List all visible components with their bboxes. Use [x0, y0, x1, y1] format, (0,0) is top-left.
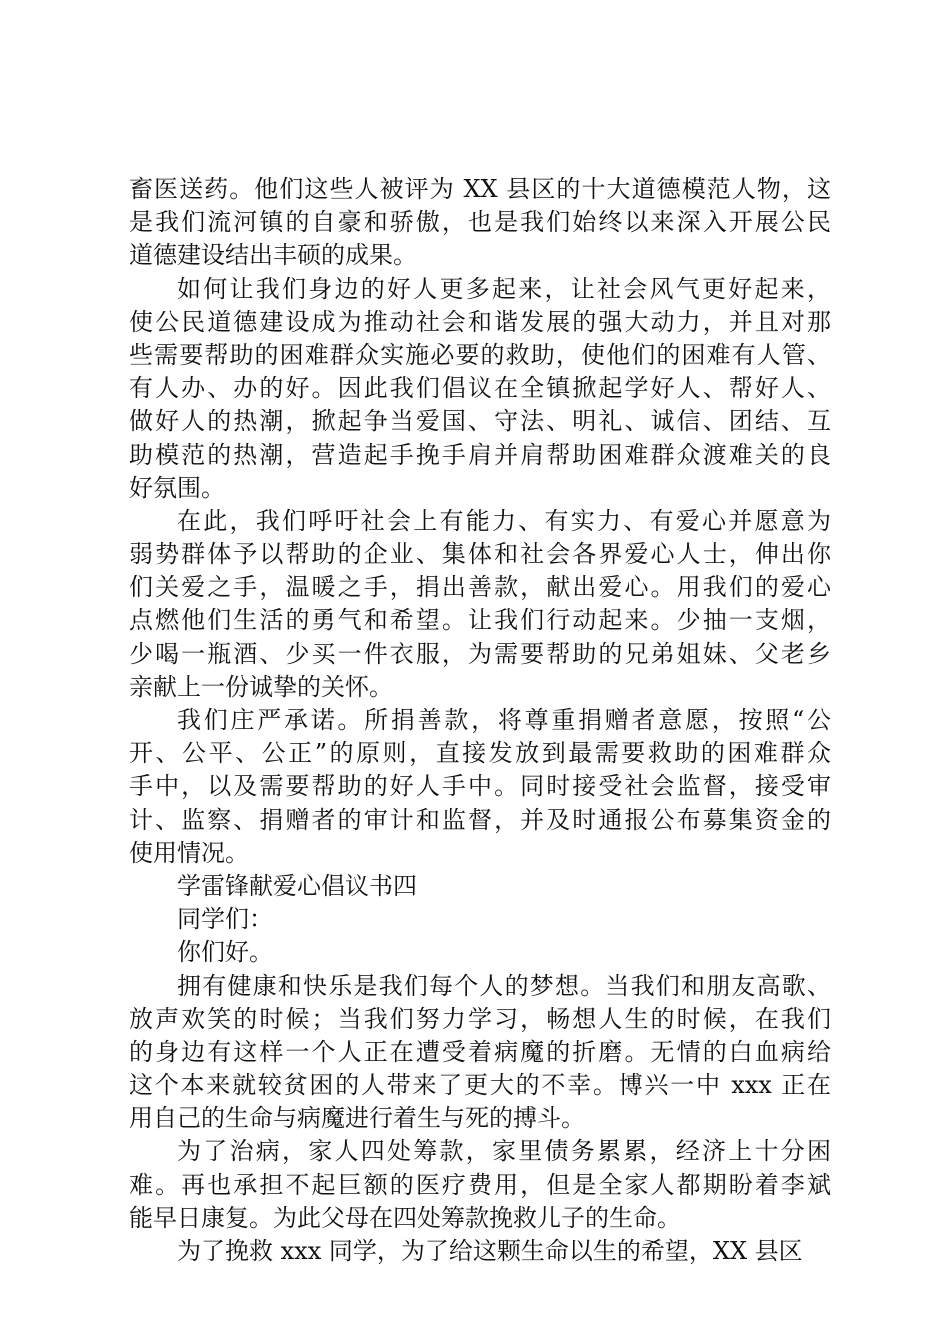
text-line: 开、公平、公正”的原则，直接发放到最需要救助的困难群众: [129, 739, 831, 768]
text-line: 们关爱之手，温暖之手，捐出善款，献出爱心。用我们的爱心: [129, 573, 831, 602]
text-line: 的身边有这样一个人正在遭受着病魔的折磨。无情的白血病给: [129, 1037, 831, 1066]
paragraph: [129, 273, 831, 505]
text-line: 是我们流河镇的自豪和骄傲，也是我们始终以来深入开展公民: [129, 208, 831, 237]
text-line: 为了治病，家人四处筹款，家里债务累累，经济上十分困: [177, 1137, 831, 1166]
document-page: [129, 173, 831, 1268]
text-line: 你们好。: [177, 938, 273, 967]
text-line: 亲献上一份诚挚的关怀。: [129, 672, 393, 701]
text-line: 在此，我们呼吁社会上有能力、有实力、有爱心并愿意为: [177, 506, 831, 535]
text-line: 些需要帮助的困难群众实施必要的救助，使他们的困难有人管、: [129, 340, 831, 369]
text-line: 使公民道德建设成为推动社会和谐发展的强大动力，并且对那: [129, 307, 831, 336]
text-line: 手中，以及需要帮助的好人手中。同时接受社会监督，接受审: [129, 772, 831, 801]
paragraph: [129, 173, 831, 273]
text-line: 放声欢笑的时候；当我们努力学习，畅想人生的时候，在我们: [129, 1004, 831, 1033]
text-line: 能早日康复。为此父母在四处筹款挽救儿子的生命。: [129, 1203, 681, 1232]
text-line: 使用情况。: [129, 838, 249, 867]
text-line: 点燃他们生活的勇气和希望。让我们行动起来。少抽一支烟，: [129, 606, 831, 635]
text-line: 助模范的热潮，营造起手挽手肩并肩帮助困难群众渡难关的良: [129, 440, 831, 469]
text-line: 畜医送药。他们这些人被评为 XX 县区的十大道德模范人物，这: [129, 175, 831, 203]
text-line: 这个本来就较贫困的人带来了更大的不幸。博兴一中 xxx 正在: [129, 1071, 831, 1100]
text-line: 如何让我们身边的好人更多起来，让社会风气更好起来，: [177, 274, 831, 303]
text-line: 计、监察、捐赠者的审计和监督，并及时通报公布募集资金的: [129, 805, 831, 834]
paragraph: [129, 870, 831, 903]
paragraph: [129, 505, 831, 704]
text-line: 用自己的生命与病魔进行着生与死的搏斗。: [129, 1104, 585, 1133]
paragraph: [129, 704, 831, 870]
text-line: 做好人的热潮，掀起争当爱国、守法、明礼、诚信、团结、互: [129, 407, 831, 436]
text-line: 拥有健康和快乐是我们每个人的梦想。当我们和朋友高歌、: [177, 971, 831, 1000]
text-line: 有人办、办的好。因此我们倡议在全镇掀起学好人、帮好人、: [129, 374, 831, 403]
paragraph: [129, 1135, 831, 1235]
text-line: 少喝一瓶酒、少买一件衣服，为需要帮助的兄弟姐妹、父老乡: [129, 639, 831, 668]
paragraph: [129, 903, 831, 936]
text-line: 同学们：: [177, 905, 273, 934]
paragraph: [129, 970, 831, 1136]
paragraph: [129, 936, 831, 969]
text-line: 学雷锋献爱心倡议书四: [177, 871, 417, 900]
text-line: 难。再也承担不起巨额的医疗费用，但是全家人都期盼着李斌: [129, 1170, 831, 1199]
text-line: 我们庄严承诺。所捐善款，将尊重捐赠者意愿，按照“公: [177, 706, 831, 734]
text-line: 好氛围。: [129, 473, 225, 502]
text-line: 道德建设结出丰硕的成果。: [129, 241, 417, 270]
text-line: 弱势群体予以帮助的企业、集体和社会各界爱心人士，伸出你: [129, 540, 831, 569]
text-line: 为了挽救 xxx 同学，为了给这颗生命以生的希望，XX 县区: [177, 1237, 803, 1265]
paragraph: [129, 1235, 831, 1268]
